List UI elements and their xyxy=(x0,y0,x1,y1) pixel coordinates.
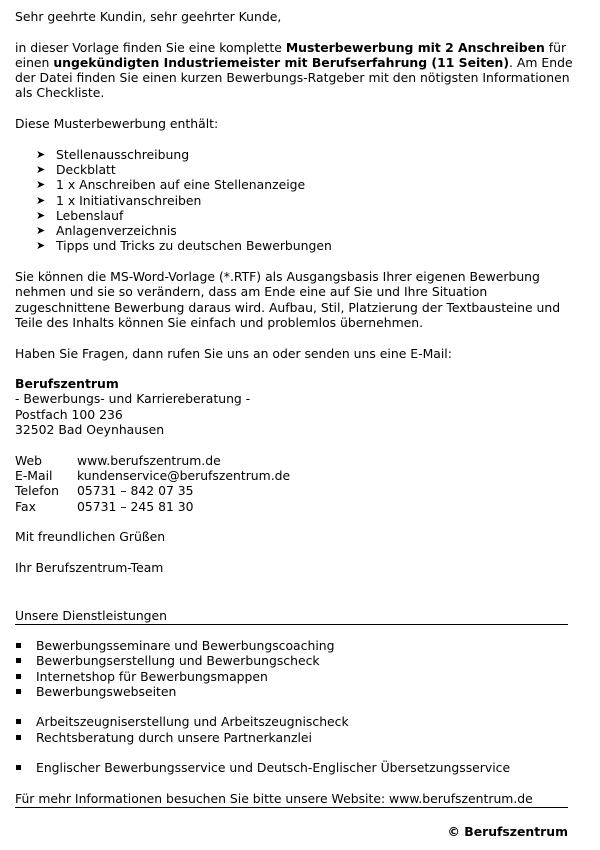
list-item: Englischer Bewerbungsservice und Deutsch-Englischer Übersetzungsservice xyxy=(15,760,575,775)
company-city: 32502 Bad Oeynhausen xyxy=(15,422,165,438)
phone-number: 05731 – 842 07 35 xyxy=(77,483,194,499)
services-list-1 xyxy=(15,638,575,699)
contact-label: E-Mail xyxy=(15,467,53,483)
arrow-bullet-icon: ➤ xyxy=(36,162,46,176)
contents-list xyxy=(15,147,575,254)
intro-text-1: in dieser Vorlage finden Sie eine komplette xyxy=(15,39,286,55)
arrow-bullet-icon: ➤ xyxy=(36,178,46,192)
more-info-line: Für mehr Informationen besuchen Sie bitte unsere Website: www.berufszentrum.de xyxy=(15,791,568,808)
signature: Ihr Berufszentrum-Team xyxy=(15,559,164,575)
square-bullet-icon xyxy=(16,643,21,648)
contact-row-fax xyxy=(15,499,290,514)
closing: Mit freundlichen Grüßen xyxy=(15,529,166,545)
company-tagline: - Bewerbungs- und Karriereberatung - xyxy=(15,391,251,407)
square-bullet-icon xyxy=(16,735,21,740)
copyright-notice: © Berufszentrum xyxy=(447,824,568,839)
questions-line: Haben Sie Fragen, dann rufen Sie uns an oder senden uns eine E-Mail: xyxy=(15,345,452,361)
services-list-3 xyxy=(15,760,575,775)
company-postbox: Postfach 100 236 xyxy=(15,406,123,422)
list-item: Internetshop für Bewerbungsmappen xyxy=(15,669,575,684)
square-bullet-icon xyxy=(16,658,21,663)
list-item: Rechtsberatung durch unsere Partnerkanzlei xyxy=(15,730,575,745)
web-link[interactable]: www.berufszentrum.de xyxy=(77,452,221,468)
arrow-bullet-icon: ➤ xyxy=(36,193,46,207)
list-item: Bewerbungserstellung und Bewerbungscheck xyxy=(15,653,575,668)
contact-row-phone xyxy=(15,483,290,498)
list-item: ➤ Lebenslauf xyxy=(36,207,124,223)
list-item: ➤ Stellenausschreibung xyxy=(36,146,190,162)
contact-label: Telefon xyxy=(15,483,59,499)
company-name: Berufszentrum xyxy=(15,376,119,392)
intro-text-3: . Am Ende der Datei finden Sie einen kurzen Bewerbungs-Ratgeber mit den nötigsten Informationen als Checkliste. xyxy=(15,54,573,101)
arrow-bullet-icon: ➤ xyxy=(36,208,46,222)
arrow-bullet-icon: ➤ xyxy=(36,147,46,161)
letter-body xyxy=(15,9,575,575)
arrow-bullet-icon: ➤ xyxy=(36,224,46,238)
list-item: ➤ Anlagenverzeichnis xyxy=(36,223,177,239)
contact-label: Fax xyxy=(15,498,36,514)
list-item: ➤ 1 x Initiativanschreiben xyxy=(36,192,202,208)
list-item: Bewerbungswebseiten xyxy=(15,684,575,699)
list-item: Bewerbungsseminare und Bewerbungscoaching xyxy=(15,638,575,653)
services-heading: Unsere Dienstleistungen xyxy=(15,608,568,625)
contact-label: Web xyxy=(15,452,43,468)
intro-text-2: für einen xyxy=(15,39,567,70)
intro-paragraph xyxy=(15,40,575,101)
email-link[interactable]: kundenservice@berufszentrum.de xyxy=(77,467,291,483)
square-bullet-icon xyxy=(16,689,21,694)
services-list-2 xyxy=(15,714,575,745)
usage-paragraph: Sie können die MS-Word-Vorlage (*.RTF) als Ausgangsbasis Ihrer eigenen Bewerbung nehmen und sie so verändern, dass am Ende eine auf Sie und Ihre Situation zugeschnittene Bewerbung daraus wird. Aufbau, Stil, Platzierung der Textbausteine und Teile des Inhalts können Sie einfach und problemlos übernehmen. xyxy=(15,269,561,330)
arrow-bullet-icon: ➤ xyxy=(36,239,46,253)
list-item: ➤ Deckblatt xyxy=(36,161,116,177)
intro-bold-1: Musterbewerbung mit 2 Anschreiben xyxy=(285,39,545,55)
contact-row-web xyxy=(15,453,290,468)
square-bullet-icon xyxy=(16,674,21,679)
contact-row-email xyxy=(15,468,290,483)
list-item: ➤ Tipps und Tricks zu deutschen Bewerbungen xyxy=(36,238,332,254)
intro-bold-2: ungekündigten Industriemeister mit Berufserfahrung (11 Seiten) xyxy=(53,54,510,70)
services-section xyxy=(15,638,575,776)
list-item: ➤ 1 x Anschreiben auf eine Stellenanzeige xyxy=(36,177,306,193)
list-item: Arbeitszeugniserstellung und Arbeitszeugnischeck xyxy=(15,714,575,729)
contact-table xyxy=(15,453,290,514)
fax-number: 05731 – 245 81 30 xyxy=(77,498,194,514)
greeting: Sehr geehrte Kundin, sehr geehrter Kunde, xyxy=(15,9,282,24)
square-bullet-icon xyxy=(16,719,21,724)
contents-heading: Diese Musterbewerbung enthält: xyxy=(15,116,219,132)
square-bullet-icon xyxy=(16,765,21,770)
